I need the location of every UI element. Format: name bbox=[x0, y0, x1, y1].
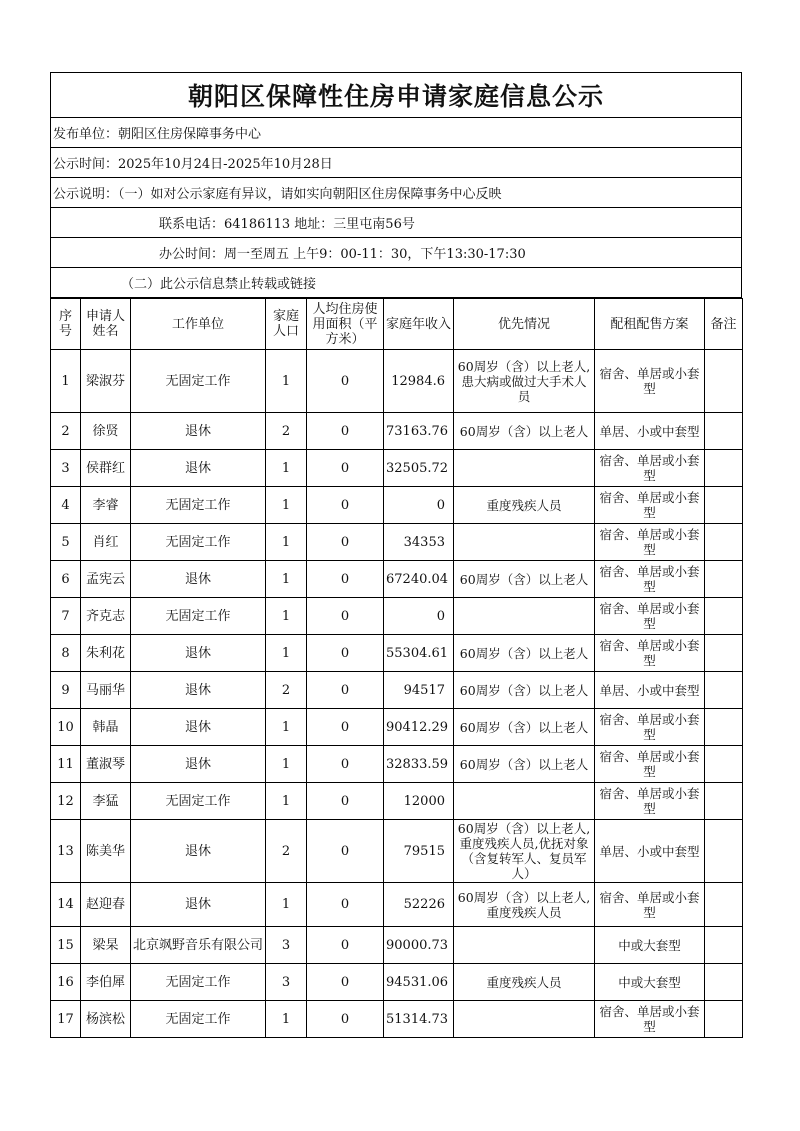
cell-plan: 宿舍、单居或小套型 bbox=[595, 487, 705, 524]
cell-employer: 退休 bbox=[131, 561, 266, 598]
header-plan: 配租配售方案 bbox=[595, 299, 705, 350]
cell-plan: 单居、小或中套型 bbox=[595, 820, 705, 883]
cell-family-size: 1 bbox=[266, 487, 307, 524]
cell-priority: 60周岁（含）以上老人 bbox=[454, 561, 595, 598]
cell-employer: 无固定工作 bbox=[131, 1001, 266, 1038]
cell-income: 12984.6 bbox=[384, 350, 454, 413]
header-remark: 备注 bbox=[705, 299, 743, 350]
cell-area: 0 bbox=[307, 783, 384, 820]
table-row bbox=[51, 883, 743, 927]
table-row bbox=[51, 561, 743, 598]
cell-area: 0 bbox=[307, 350, 384, 413]
header-no: 序号 bbox=[51, 299, 81, 350]
cell-remark bbox=[705, 450, 743, 487]
cell-priority bbox=[454, 450, 595, 487]
header-name: 申请人姓名 bbox=[81, 299, 131, 350]
cell-employer: 无固定工作 bbox=[131, 487, 266, 524]
table-row bbox=[51, 672, 743, 709]
cell-income: 94531.06 bbox=[384, 964, 454, 1001]
cell-no: 12 bbox=[51, 783, 81, 820]
cell-employer: 退休 bbox=[131, 709, 266, 746]
header-area: 人均住房使用面积（平方米） bbox=[307, 299, 384, 350]
cell-name: 杨滨松 bbox=[81, 1001, 131, 1038]
header-priority: 优先情况 bbox=[454, 299, 595, 350]
cell-employer: 退休 bbox=[131, 635, 266, 672]
table-row bbox=[51, 635, 743, 672]
cell-plan: 单居、小或中套型 bbox=[595, 672, 705, 709]
contact-line: 联系电话：64186113 地址：三里屯南56号 bbox=[50, 208, 742, 238]
cell-name: 李睿 bbox=[81, 487, 131, 524]
hours-line: 办公时间：周一至周五 上午9：00-11：30，下午13:30-17:30 bbox=[50, 238, 742, 268]
table-row bbox=[51, 964, 743, 1001]
cell-priority: 重度残疾人员 bbox=[454, 964, 595, 1001]
applicant-table bbox=[50, 298, 743, 1038]
cell-name: 梁淑芬 bbox=[81, 350, 131, 413]
cell-no: 10 bbox=[51, 709, 81, 746]
cell-name: 赵迎春 bbox=[81, 883, 131, 927]
cell-remark bbox=[705, 350, 743, 413]
cell-name: 孟宪云 bbox=[81, 561, 131, 598]
cell-plan: 宿舍、单居或小套型 bbox=[595, 1001, 705, 1038]
cell-remark bbox=[705, 709, 743, 746]
cell-family-size: 1 bbox=[266, 450, 307, 487]
cell-employer: 退休 bbox=[131, 413, 266, 450]
cell-family-size: 1 bbox=[266, 635, 307, 672]
table-row bbox=[51, 487, 743, 524]
cell-plan: 宿舍、单居或小套型 bbox=[595, 635, 705, 672]
header-employer: 工作单位 bbox=[131, 299, 266, 350]
cell-income: 51314.73 bbox=[384, 1001, 454, 1038]
cell-no: 15 bbox=[51, 927, 81, 964]
cell-area: 0 bbox=[307, 450, 384, 487]
cell-name: 马丽华 bbox=[81, 672, 131, 709]
cell-family-size: 1 bbox=[266, 783, 307, 820]
cell-family-size: 2 bbox=[266, 820, 307, 883]
cell-name: 朱利花 bbox=[81, 635, 131, 672]
header-income: 家庭年收入 bbox=[384, 299, 454, 350]
cell-priority: 60周岁（含）以上老人 bbox=[454, 709, 595, 746]
cell-income: 55304.61 bbox=[384, 635, 454, 672]
cell-name: 梁杲 bbox=[81, 927, 131, 964]
cell-remark bbox=[705, 1001, 743, 1038]
cell-name: 肖红 bbox=[81, 524, 131, 561]
header-family-size: 家庭人口 bbox=[266, 299, 307, 350]
cell-remark bbox=[705, 598, 743, 635]
cell-family-size: 1 bbox=[266, 524, 307, 561]
cell-plan: 宿舍、单居或小套型 bbox=[595, 450, 705, 487]
cell-no: 8 bbox=[51, 635, 81, 672]
cell-no: 4 bbox=[51, 487, 81, 524]
cell-family-size: 1 bbox=[266, 746, 307, 783]
cell-name: 侯群红 bbox=[81, 450, 131, 487]
cell-income: 79515 bbox=[384, 820, 454, 883]
cell-employer: 退休 bbox=[131, 450, 266, 487]
cell-remark bbox=[705, 413, 743, 450]
cell-remark bbox=[705, 487, 743, 524]
table-row bbox=[51, 1001, 743, 1038]
cell-plan: 宿舍、单居或小套型 bbox=[595, 598, 705, 635]
cell-priority: 60周岁（含）以上老人 bbox=[454, 413, 595, 450]
cell-remark bbox=[705, 820, 743, 883]
cell-remark bbox=[705, 783, 743, 820]
cell-income: 67240.04 bbox=[384, 561, 454, 598]
cell-priority bbox=[454, 927, 595, 964]
cell-no: 17 bbox=[51, 1001, 81, 1038]
period-line: 公示时间：2025年10月24日-2025年10月28日 bbox=[50, 148, 742, 178]
cell-no: 16 bbox=[51, 964, 81, 1001]
cell-employer: 退休 bbox=[131, 883, 266, 927]
cell-name: 李猛 bbox=[81, 783, 131, 820]
cell-area: 0 bbox=[307, 709, 384, 746]
table-row bbox=[51, 820, 743, 883]
cell-remark bbox=[705, 746, 743, 783]
table-header-row bbox=[51, 299, 743, 350]
cell-employer: 无固定工作 bbox=[131, 964, 266, 1001]
cell-family-size: 2 bbox=[266, 413, 307, 450]
cell-family-size: 1 bbox=[266, 561, 307, 598]
cell-no: 6 bbox=[51, 561, 81, 598]
cell-name: 陈美华 bbox=[81, 820, 131, 883]
cell-priority bbox=[454, 524, 595, 561]
cell-area: 0 bbox=[307, 820, 384, 883]
cell-income: 73163.76 bbox=[384, 413, 454, 450]
cell-income: 52226 bbox=[384, 883, 454, 927]
cell-remark bbox=[705, 524, 743, 561]
cell-income: 0 bbox=[384, 487, 454, 524]
cell-plan: 宿舍、单居或小套型 bbox=[595, 350, 705, 413]
cell-family-size: 1 bbox=[266, 883, 307, 927]
cell-plan: 中或大套型 bbox=[595, 927, 705, 964]
table-row bbox=[51, 350, 743, 413]
note-line-1: 公示说明：（一）如对公示家庭有异议，请如实向朝阳区住房保障事务中心反映 bbox=[50, 178, 742, 208]
cell-employer: 退休 bbox=[131, 672, 266, 709]
cell-income: 12000 bbox=[384, 783, 454, 820]
table-row bbox=[51, 746, 743, 783]
cell-income: 34353 bbox=[384, 524, 454, 561]
cell-name: 齐克志 bbox=[81, 598, 131, 635]
cell-plan: 宿舍、单居或小套型 bbox=[595, 561, 705, 598]
cell-employer: 无固定工作 bbox=[131, 598, 266, 635]
cell-family-size: 3 bbox=[266, 927, 307, 964]
cell-plan: 宿舍、单居或小套型 bbox=[595, 709, 705, 746]
cell-remark bbox=[705, 635, 743, 672]
cell-no: 13 bbox=[51, 820, 81, 883]
cell-area: 0 bbox=[307, 927, 384, 964]
cell-no: 11 bbox=[51, 746, 81, 783]
cell-name: 韩晶 bbox=[81, 709, 131, 746]
cell-area: 0 bbox=[307, 964, 384, 1001]
cell-area: 0 bbox=[307, 598, 384, 635]
cell-name: 徐贤 bbox=[81, 413, 131, 450]
cell-area: 0 bbox=[307, 561, 384, 598]
cell-area: 0 bbox=[307, 635, 384, 672]
cell-plan: 宿舍、单居或小套型 bbox=[595, 783, 705, 820]
page-title: 朝阳区保障性住房申请家庭信息公示 bbox=[50, 72, 742, 118]
cell-no: 7 bbox=[51, 598, 81, 635]
cell-employer: 退休 bbox=[131, 746, 266, 783]
cell-income: 94517 bbox=[384, 672, 454, 709]
cell-family-size: 1 bbox=[266, 1001, 307, 1038]
cell-plan: 中或大套型 bbox=[595, 964, 705, 1001]
table-row bbox=[51, 450, 743, 487]
cell-priority bbox=[454, 783, 595, 820]
cell-name: 董淑琴 bbox=[81, 746, 131, 783]
cell-remark bbox=[705, 883, 743, 927]
cell-employer: 北京飒野音乐有限公司 bbox=[131, 927, 266, 964]
cell-no: 14 bbox=[51, 883, 81, 927]
cell-no: 3 bbox=[51, 450, 81, 487]
cell-priority: 60周岁（含）以上老人 bbox=[454, 746, 595, 783]
cell-family-size: 1 bbox=[266, 598, 307, 635]
cell-no: 1 bbox=[51, 350, 81, 413]
cell-remark bbox=[705, 561, 743, 598]
publisher-line: 发布单位：朝阳区住房保障事务中心 bbox=[50, 118, 742, 148]
cell-plan: 宿舍、单居或小套型 bbox=[595, 883, 705, 927]
cell-no: 5 bbox=[51, 524, 81, 561]
cell-employer: 无固定工作 bbox=[131, 783, 266, 820]
cell-area: 0 bbox=[307, 1001, 384, 1038]
cell-priority: 60周岁（含）以上老人 bbox=[454, 635, 595, 672]
cell-plan: 宿舍、单居或小套型 bbox=[595, 746, 705, 783]
cell-area: 0 bbox=[307, 524, 384, 561]
cell-family-size: 1 bbox=[266, 350, 307, 413]
cell-priority: 60周岁（含）以上老人 bbox=[454, 672, 595, 709]
cell-no: 9 bbox=[51, 672, 81, 709]
table-row bbox=[51, 927, 743, 964]
cell-family-size: 1 bbox=[266, 709, 307, 746]
cell-priority: 60周岁（含）以上老人,患大病或做过大手术人员 bbox=[454, 350, 595, 413]
cell-name: 李伯犀 bbox=[81, 964, 131, 1001]
cell-area: 0 bbox=[307, 487, 384, 524]
cell-remark bbox=[705, 672, 743, 709]
table-row bbox=[51, 709, 743, 746]
notice-sheet bbox=[50, 72, 742, 1038]
table-row bbox=[51, 524, 743, 561]
cell-income: 90000.73 bbox=[384, 927, 454, 964]
cell-priority: 60周岁（含）以上老人,重度残疾人员,优抚对象（含复转军人、复员军人） bbox=[454, 820, 595, 883]
cell-plan: 宿舍、单居或小套型 bbox=[595, 524, 705, 561]
cell-no: 2 bbox=[51, 413, 81, 450]
cell-priority bbox=[454, 1001, 595, 1038]
note-line-2: （二）此公示信息禁止转载或链接 bbox=[50, 268, 742, 298]
cell-area: 0 bbox=[307, 746, 384, 783]
cell-employer: 无固定工作 bbox=[131, 524, 266, 561]
cell-remark bbox=[705, 964, 743, 1001]
cell-income: 0 bbox=[384, 598, 454, 635]
table-row bbox=[51, 413, 743, 450]
cell-employer: 退休 bbox=[131, 820, 266, 883]
cell-income: 90412.29 bbox=[384, 709, 454, 746]
cell-area: 0 bbox=[307, 883, 384, 927]
cell-income: 32505.72 bbox=[384, 450, 454, 487]
cell-family-size: 2 bbox=[266, 672, 307, 709]
cell-priority: 60周岁（含）以上老人,重度残疾人员 bbox=[454, 883, 595, 927]
cell-priority: 重度残疾人员 bbox=[454, 487, 595, 524]
cell-plan: 单居、小或中套型 bbox=[595, 413, 705, 450]
cell-priority bbox=[454, 598, 595, 635]
cell-area: 0 bbox=[307, 672, 384, 709]
table-row bbox=[51, 783, 743, 820]
cell-family-size: 3 bbox=[266, 964, 307, 1001]
table-row bbox=[51, 598, 743, 635]
cell-income: 32833.59 bbox=[384, 746, 454, 783]
cell-remark bbox=[705, 927, 743, 964]
cell-area: 0 bbox=[307, 413, 384, 450]
cell-employer: 无固定工作 bbox=[131, 350, 266, 413]
